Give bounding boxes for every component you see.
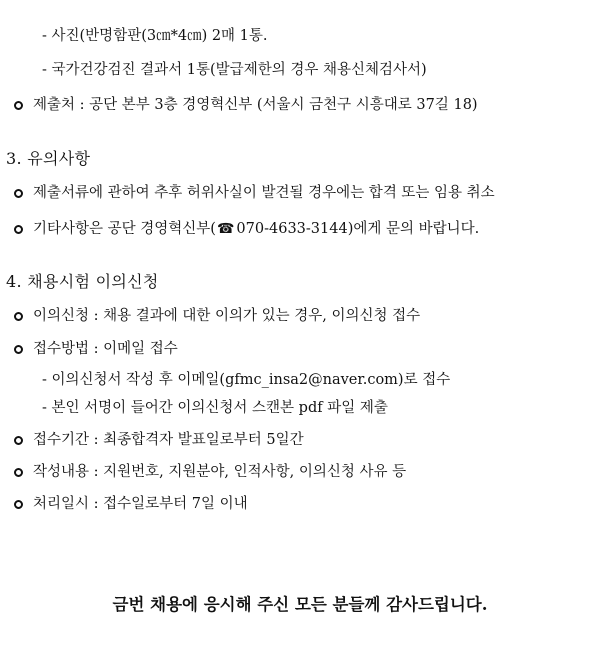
method-sub-email: - 이의신청서 작성 후 이메일(gfmc_insa2@naver.com)로 접수 [42, 372, 451, 388]
submit-location [14, 95, 478, 115]
notes-item-falsification [14, 183, 495, 203]
contact-suffix: )에게 문의 바랍니다. [347, 221, 480, 237]
method-sub-signature: - 본인 서명이 들어간 이의신청서 스캔본 pdf 파일 제출 [42, 400, 388, 416]
section-heading-notes: 3. 유의사항 [6, 149, 91, 168]
contact-phone: 070-4633-3144 [236, 221, 348, 237]
notes-item-contact [14, 219, 479, 239]
bullet-circle-icon [14, 345, 23, 354]
objection-period [14, 430, 304, 450]
objection-method [14, 339, 178, 359]
objection-period-text: 접수기간 : 최종합격자 발표일로부터 5일간 [33, 432, 304, 448]
telephone-icon: ☎ [216, 221, 235, 237]
section-heading-objection: 4. 채용시험 이의신청 [6, 272, 159, 291]
objection-content [14, 462, 406, 482]
bullet-circle-icon [14, 101, 23, 110]
closing-message: 금번 채용에 응시해 주신 모든 분들께 감사드립니다. [112, 595, 488, 614]
bullet-circle-icon [14, 500, 23, 509]
objection-content-text: 작성내용 : 지원번호, 지원분야, 인적사항, 이의신청 사유 등 [33, 464, 407, 480]
objection-method-text: 접수방법 : 이메일 접수 [33, 341, 178, 357]
bullet-circle-icon [14, 468, 23, 477]
objection-request-text: 이의신청 : 채용 결과에 대한 이의가 있는 경우, 이의신청 접수 [33, 308, 421, 324]
notes-item-text: 제출서류에 관하여 추후 허위사실이 발견될 경우에는 합격 또는 임용 취소 [33, 185, 495, 201]
submit-location-text: 제출처 : 공단 본부 3층 경영혁신부 (서울시 금천구 시흥대로 37길 18) [33, 97, 478, 113]
bullet-circle-icon [14, 225, 23, 234]
objection-request [14, 306, 420, 326]
doc-photo-item: - 사진(반명함판(3㎝*4㎝) 2매 1통. [42, 28, 268, 44]
doc-health-item: - 국가건강검진 결과서 1통(발급제한의 경우 채용신체검사서) [42, 62, 427, 78]
contact-prefix: 기타사항은 공단 경영혁신부( [33, 221, 216, 237]
bullet-circle-icon [14, 189, 23, 198]
objection-processing [14, 494, 248, 514]
bullet-circle-icon [14, 436, 23, 445]
objection-processing-text: 처리일시 : 접수일로부터 7일 이내 [33, 496, 248, 512]
bullet-circle-icon [14, 312, 23, 321]
